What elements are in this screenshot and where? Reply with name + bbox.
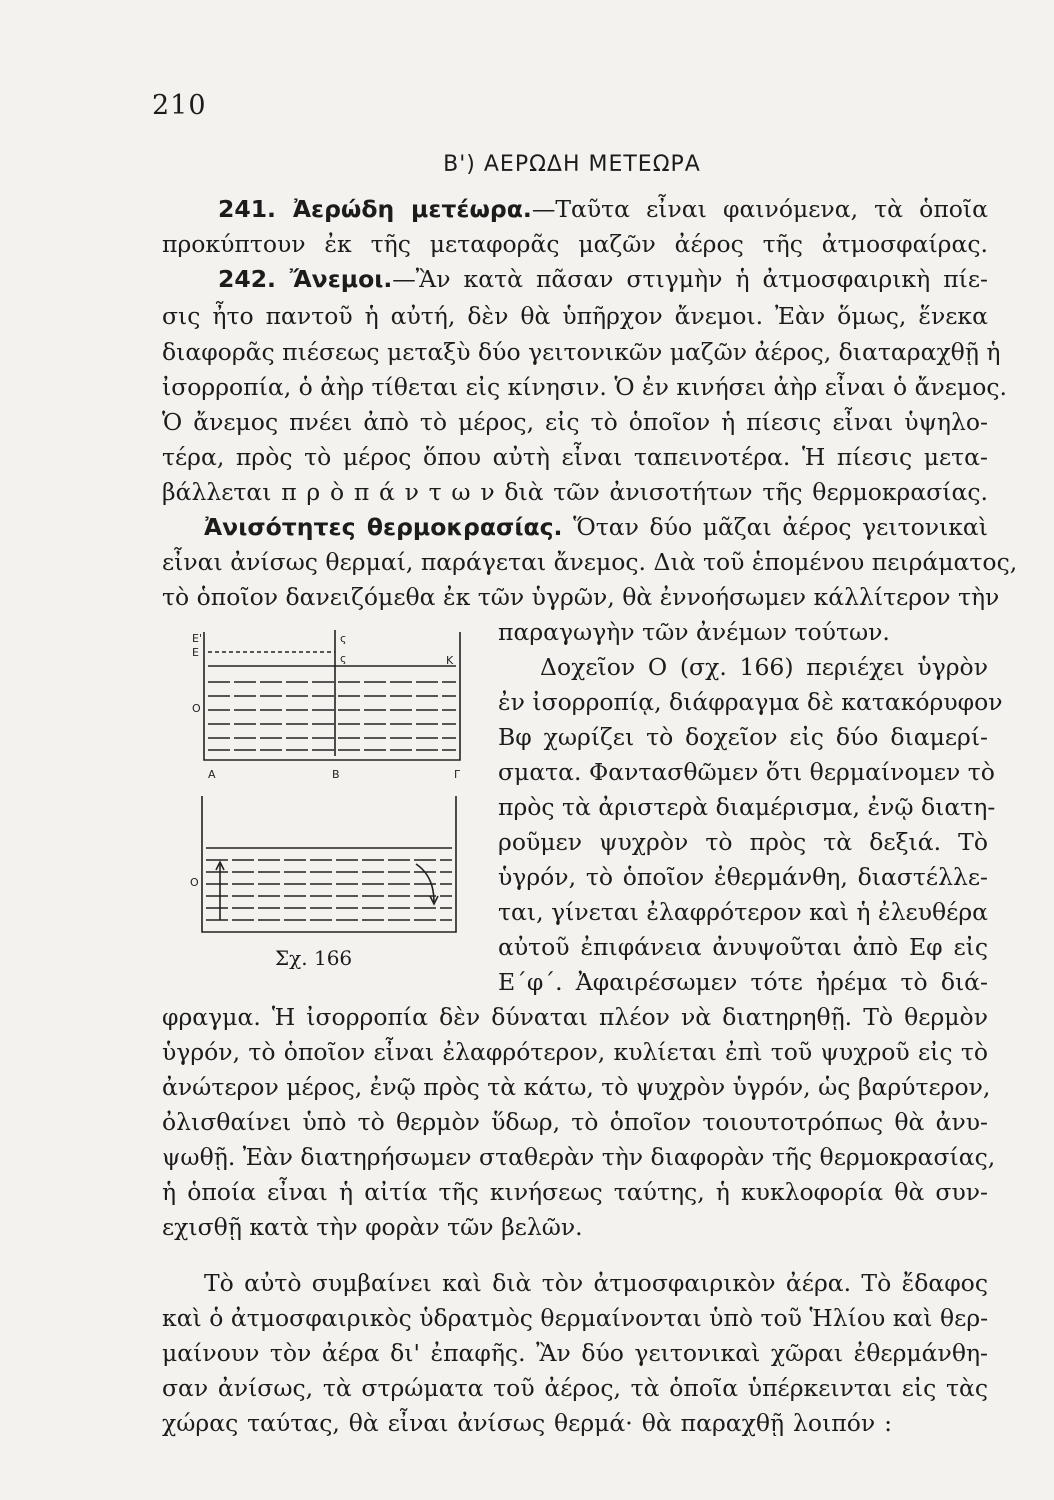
label-e1: Ε': [192, 632, 202, 645]
text-line: παραγωγὴν τῶν ἀνέμων τούτων.: [498, 618, 890, 646]
text-line: ὑγρόν, τὸ ὁποῖον ἐθερμάνθη, διαστέλλε-: [498, 863, 988, 891]
text-line: ὀλισθαίνει ὑπὸ τὸ θερμὸν ὕδωρ, τὸ ὁποῖον τοιουτοτρόπως θὰ ἀνυ-: [162, 1108, 988, 1136]
text-line: τέρα, πρὸς τὸ μέρος ὅπου αὐτὴ εἶναι ταπεινοτέρα. Ἡ πίεσις μετα-: [162, 443, 988, 471]
label-b: Β: [332, 768, 340, 781]
text-line: αὐτοῦ ἐπιφάνεια ἀνυψοῦται ἀπὸ Εφ εἰς: [498, 933, 988, 961]
label-phi: ς: [340, 652, 347, 665]
text-line: τὸ ὁποῖον δανειζόμεθα ἐκ τῶν ὑγρῶν, θὰ ἐννοήσωμεν κάλλίτερον τὴν: [162, 583, 1000, 611]
text-line: εχισθῇ κατὰ τὴν φορὰν τῶν βελῶν.: [162, 1213, 583, 1241]
label-o2: Ο: [190, 876, 199, 889]
text-line: διαφορᾶς πιέσεως μεταξὺ δύο γειτονικῶν μαζῶν ἀέρος, διαταραχθῇ ἡ: [162, 338, 1001, 366]
text-line: σαν ἀνίσως, τὰ στρώματα τοῦ ἀέρος, τὰ ὁποῖα ὑπέρκεινται εἰς τὰς: [162, 1374, 988, 1402]
figure-166: [190, 620, 480, 950]
text-line: ροῦμεν ψυχρὸν τὸ πρὸς τὰ δεξιά. Τὸ: [498, 828, 988, 856]
label-e: Ε: [192, 646, 199, 659]
text-line: Βφ χωρίζει τὸ δοχεῖον εἰς δύο διαμερί-: [498, 723, 988, 751]
label-a: Α: [208, 768, 216, 781]
text-line: σματα. Φαντασθῶμεν ὅτι θερμαίνομεν τὸ: [498, 758, 995, 786]
label-phi1: ς: [340, 632, 347, 645]
label-o1: Ο: [192, 702, 201, 715]
text-line: Ὁ ἄνεμος πνέει ἀπὸ τὸ μέρος, εἰς τὸ ὁποῖον ἡ πίεσις εἶναι ὑψηλο-: [162, 408, 988, 436]
text-line: Ἀνισότητες θερμοκρασίας. Ὅταν δύο μᾶζαι ἀέρος γειτονικαὶ: [204, 513, 988, 541]
label-k: Κ: [446, 654, 454, 667]
text-line: ἐν ἰσορροπίᾳ, διάφραγμα δὲ κατακόρυφον: [498, 688, 1003, 716]
text-line: ψωθῇ. Ἐὰν διατηρήσωμεν σταθερὰν τὴν διαφορὰν τῆς θερμοκρασίας,: [162, 1143, 996, 1171]
section-heading: Β') ΑΕΡΩΔΗ ΜΕΤΕΩΡΑ: [443, 152, 701, 177]
text-line: Δοχεῖον Ο (σχ. 166) περιέχει ὑγρὸν: [540, 653, 988, 681]
text-line: 241. Ἀερώδη μετέωρα.—Ταῦτα εἶναι φαινόμενα, τὰ ὁποῖα: [218, 195, 988, 223]
page-number: 210: [152, 90, 207, 121]
text-line: μαίνουν τὸν ἀέρα δι' ἐπαφῆς. Ἂν δύο γειτονικαὶ χῶραι ἐθερμάνθη-: [162, 1339, 988, 1367]
text-line: φραγμα. Ἡ ἰσορροπία δὲν δύναται πλέον νὰ διατηρηθῇ. Τὸ θερμὸν: [162, 1003, 988, 1031]
text-line: ἀνώτερον μέρος, ἐνῷ πρὸς τὰ κάτω, τὸ ψυχρὸν ὑγρόν, ὡς βαρύτερον,: [162, 1073, 991, 1101]
text-line: προκύπτουν ἐκ τῆς μεταφορᾶς μαζῶν ἀέρος τῆς ἀτμοσφαίρας.: [162, 230, 988, 258]
text-line: Ε΄φ΄. Ἀφαιρέσωμεν τότε ἠρέμα τὸ διά-: [498, 968, 988, 996]
text-line: Τὸ αὐτὸ συμβαίνει καὶ διὰ τὸν ἀτμοσφαιρικὸν ἀέρα. Τὸ ἔδαφος: [204, 1269, 988, 1297]
text-line: πρὸς τὰ ἀριστερὰ διαμέρισμα, ἐνῷ διατη-: [498, 793, 996, 821]
text-line: εἶναι ἀνίσως θερμαί, παράγεται ἄνεμος. Διὰ τοῦ ἑπομένου πειράματος,: [162, 548, 1018, 576]
text-line: βάλλεται π ρ ὸ π ά ν τ ω ν διὰ τῶν ἀνισοτήτων τῆς θερμοκρασίας.: [162, 478, 988, 506]
text-line: 242. Ἄνεμοι.—Ἂν κατὰ πᾶσαν στιγμὴν ἡ ἀτμοσφαιρικὴ πίε-: [218, 265, 988, 293]
text-line: ἡ ὁποία εἶναι ἡ αἰτία τῆς κινήσεως ταύτης, ἡ κυκλοφορία θὰ συν-: [162, 1178, 988, 1206]
text-line: σις ἦτο παντοῦ ἡ αὐτή, δὲν θὰ ὑπῆρχον ἄνεμοι. Ἐὰν ὅμως, ἕνεκα: [162, 302, 988, 330]
text-line: ται, γίνεται ἐλαφρότερον καὶ ἡ ἐλευθέρα: [498, 898, 988, 926]
text-line: καὶ ὁ ἀτμοσφαιρικὸς ὑδρατμὸς θερμαίνονται ὑπὸ τοῦ Ἡλίου καὶ θερ-: [162, 1304, 989, 1332]
label-g: Γ: [454, 768, 461, 781]
text-line: ὑγρόν, τὸ ὁποῖον εἶναι ἐλαφρότερον, κυλίεται ἐπὶ τοῦ ψυχροῦ εἰς τὸ: [162, 1038, 988, 1066]
text-line: ἰσορροπία, ὁ ἀὴρ τίθεται εἰς κίνησιν. Ὁ ἐν κινήσει ἀὴρ εἶναι ὁ ἄνεμος.: [162, 373, 1008, 401]
figure-caption: Σχ. 166: [275, 946, 353, 970]
text-line: χώρας ταύτας, θὰ εἶναι ἀνίσως θερμά· θὰ παραχθῇ λοιπόν :: [162, 1409, 892, 1437]
